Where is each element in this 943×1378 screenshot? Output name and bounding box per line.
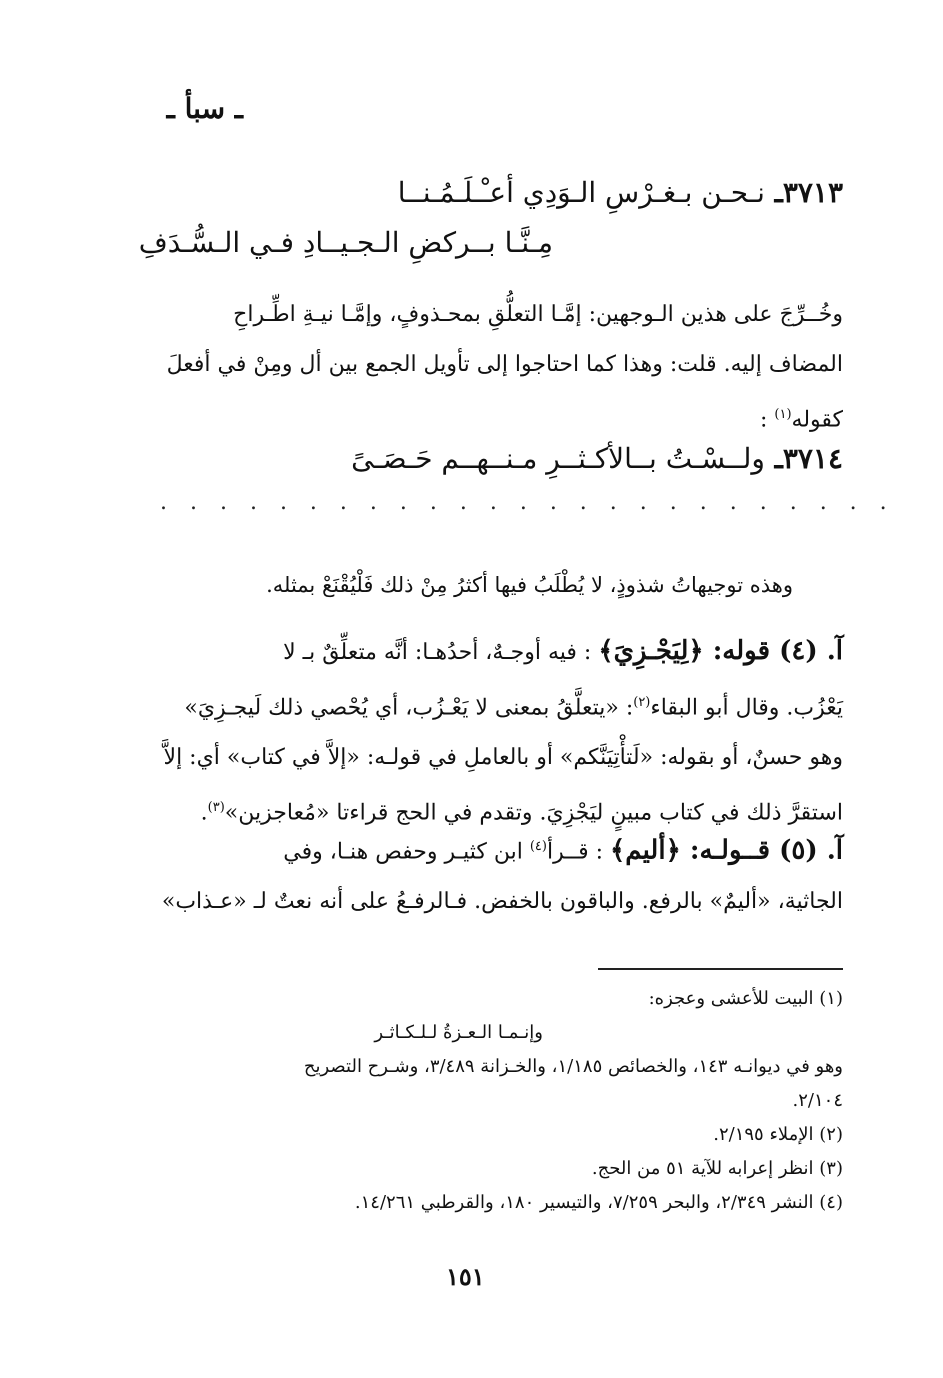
footnote-ref: (٤): [529, 839, 547, 854]
verse-label: آ. (٤) قوله: ﴿لِيَجْـزِيَ﴾: [598, 636, 843, 666]
footnote-ref: (٢): [633, 695, 651, 710]
footnote-ref: (١): [774, 407, 792, 422]
footnote-3: (٣) انظر إعرابه للآية ٥١ من الحج.: [591, 1158, 843, 1179]
line-text: : قــرأ: [546, 839, 604, 865]
footnote-4: (٤) النشر ٢/٣٤٩، والبحر ٧/٢٥٩، والتيسير ١٨٠، والقرطبي ١٤/٢٦١.: [354, 1192, 843, 1213]
verse-3714: [351, 442, 843, 475]
footnote-1-sources: وهو في ديوانـه ١٤٣، والخصائص ١/١٨٥، والخـزانة ٣/٤٨٩، وشـرح التصريح: [303, 1056, 843, 1077]
footnote-1-verse: وإنـمـا الـعـزةُ لـلـكـاثـر: [374, 1022, 543, 1043]
paragraph-2: وهذه توجيهاتُ شذوذٍ، لا يُطْلَبُ فيها أكثرُ مِنْ ذلك فَلْيُقْنَعْ بمثله.: [266, 573, 793, 597]
paragraph-line: [103, 626, 843, 678]
verse-3713-line-1: [398, 176, 843, 209]
footnote-2: (٢) الإملاء ٢/١٩٥.: [713, 1124, 843, 1145]
paragraph-line: [103, 390, 843, 445]
page-number: ١٥١: [446, 1262, 485, 1291]
paragraph-3: [103, 626, 843, 839]
ellipsis-line: . . . . . . . . . . . . . . . . . . . . . . . . .: [160, 490, 895, 515]
verse-label: آ. (٥) قــولـه: ﴿أليم﴾: [610, 835, 843, 866]
running-header: ـ سبأ ـ: [166, 92, 243, 125]
line-text: كقوله: [791, 407, 843, 433]
line-text: ابن كثيـر وحفص هنـا، وفي: [283, 839, 523, 865]
footnote-1: (١) البيت للأعشى وعجزه:: [648, 988, 843, 1009]
line-text: : «يتعلَّقُ بمعنى لا يَعْـزُب، أي يُحْصي ذلك لَيجـزِيَ»: [184, 695, 634, 721]
verse-number: ٣٧١٣ـ: [774, 176, 843, 209]
footnotes: [103, 982, 843, 1220]
verse-3713-line-2: مِـنَّـا بــركضِ الـجـيــادِ فـي الـسُّـدَفِ: [138, 226, 553, 259]
paragraph-line: [103, 678, 843, 733]
verse-number: ٣٧١٤ـ: [774, 442, 843, 475]
footnote-ref: (٣): [207, 800, 225, 816]
paragraph-line: وخُــرِّجَ على هذين الـوجهين: إمَّـا التعلُّقِ بمحـذوفٍ، وإمَّـا نيـةِ اطِّـراحِ: [233, 302, 843, 327]
paragraph-1: [103, 290, 843, 445]
verse-text: ولــسْـتُ بــالأكـثــرِ مـنــهــم حَـصَـىً: [351, 442, 765, 475]
line-text: .: [200, 800, 208, 826]
line-text: :: [759, 407, 768, 433]
verse-text: نـحـن بـغـرْسِ الـوَدِي أعـْـلَـمُـنــا: [397, 176, 765, 209]
footnote-separator: [598, 968, 843, 970]
paragraph-line: المضاف إليه. قلت: وهذا كما احتاجوا إلى تأويل الجمع بين أل ومِنْ في أفعلَ: [166, 352, 843, 377]
paragraph-line: وهو حسنٌ، أو بقوله: «لَتأْتِيَنَّكم» أو بالعاملِ في قولـه: «إلاَّ في كتاب» أي: إلاَّ: [163, 745, 843, 771]
footnote-1-sources-end: ٢/١٠٤.: [792, 1090, 843, 1111]
paragraph-line: [103, 822, 843, 877]
line-text: : فيه أوجـهٌ، أحدُهـا: أنَّه متعلِّقٌ بـ لا: [283, 640, 592, 665]
line-text: يَعْزُب. وقال أبو البقاء: [650, 695, 843, 721]
line-text: استقرَّ ذلك في كتاب مبينٍ ليَجْزِيَ. وتقدم في الحج قراءتا «مُعاجزين»: [224, 800, 843, 826]
paragraph-4: [103, 822, 843, 927]
paragraph-line: الجاثية، «أليمٌ» بالرفع. والباقون بالخفض. فـالرفـعُ على أنه نعتٌ لـ «عـذاب»: [161, 889, 843, 915]
